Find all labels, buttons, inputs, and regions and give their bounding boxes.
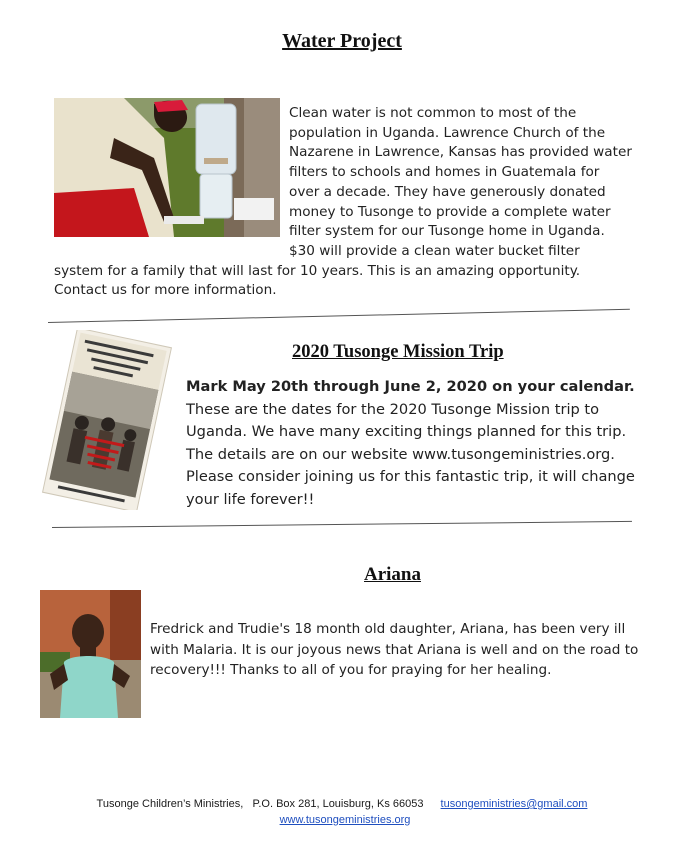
- mission-trip-title: 2020 Tusonge Mission Trip: [292, 342, 504, 362]
- section-divider: [48, 309, 630, 323]
- footer-contact-line: [0, 798, 684, 810]
- footer-email-link[interactable]: tusongeministries@gmail.com: [440, 798, 588, 810]
- section-divider: [52, 521, 632, 528]
- mission-trip-paragraph: These are the dates for the 2020 Tusonge Mission trip to Uganda. We have many exciting things planned for this trip. The details are on our website www.tusongeministries.org. Please consider joining us for this fantastic trip, it will change your life forever!!: [186, 400, 635, 508]
- ariana-title: Ariana: [364, 564, 421, 585]
- ariana-photo-graphic: [40, 590, 141, 718]
- water-project-text-block: [54, 104, 632, 301]
- mission-trip-text-block: [186, 376, 646, 511]
- footer-org-name: Tusonge Children’s Ministries,: [96, 798, 244, 810]
- water-project-title: Water Project: [282, 30, 402, 52]
- water-photo-spacer: [54, 104, 289, 242]
- footer-website-line: [0, 814, 684, 826]
- footer-website-link[interactable]: www.tusongeministries.org: [279, 814, 411, 826]
- ariana-paragraph: Fredrick and Trudie's 18 month old daughter, Ariana, has been very ill with Malaria. It is our joyous news that Ariana is well and on the road to recovery!!! Thanks to all of you for praying for her healing.: [150, 621, 639, 678]
- water-project-paragraph: Clean water is not common to most of the population in Uganda. Lawrence Church of the Nazarene in Lawrence, Kansas has provided water filters to schools and homes in Guatemala for over a decade. They have generously donated money to Tusonge to provide a complete water filter system for our Tusonge home in Uganda. $30 will provide a clean water bucket filter system for a family that will last for 10 years. This is an amazing opportunity. Contact us for more information.: [54, 105, 632, 299]
- mission-trip-flyer-photo: [40, 330, 175, 510]
- mission-trip-lead: Mark May 20th through June 2, 2020 on your calendar.: [186, 378, 635, 395]
- ariana-photo: [40, 590, 141, 718]
- footer-address: P.O. Box 281, Louisburg, Ks 66053: [252, 798, 424, 810]
- mission-trip-flyer-graphic: [40, 330, 175, 510]
